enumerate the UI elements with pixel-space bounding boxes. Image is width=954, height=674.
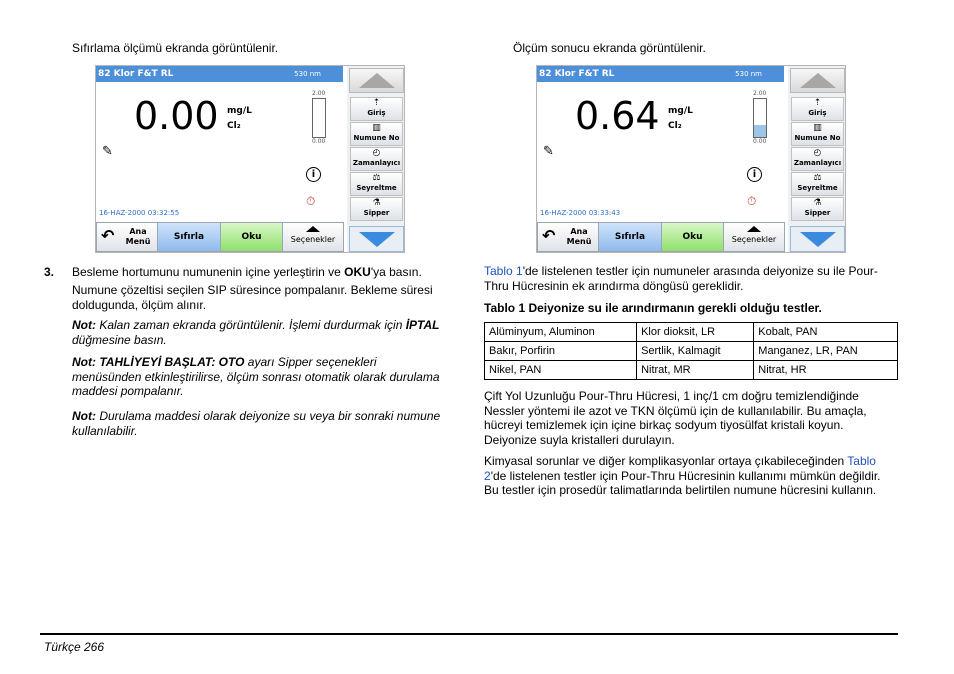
note-text: Kalan zaman ekranda görüntülenir. İşlemi durdurmak için [96,318,406,332]
dilution-icon: ⚖ [372,173,381,183]
note-text: ayarı Sipper seçenekleri menüsünden etkinleştirilirse, ölçüm sonrası otomatik olarak durulama maddesi pompalanır. [72,355,440,398]
read-button[interactable]: Oku [220,222,283,252]
unit-label: mg/L [227,106,252,116]
step-text-pre: Besleme hortumunu numunenin içine yerleştirin ve [72,265,345,279]
side-button-sample-id[interactable] [791,122,844,146]
table-row [485,323,898,342]
step-number: 3. [44,265,55,279]
table-cell: Alüminyum, Aluminon [485,323,637,342]
info-icon[interactable]: i [747,167,762,182]
side-button-entry[interactable] [350,97,403,121]
footer-rule [40,633,898,635]
reading-value: 0.00 [134,94,219,138]
side-panel [788,66,845,252]
side-button-entry[interactable] [791,97,844,121]
timer-icon: ⏱ [747,194,757,208]
arrow-up-icon: ⇡ [813,98,822,108]
instrument-screen-result [536,65,846,253]
intro-paragraph [484,264,898,293]
note-label: Not: [72,409,96,423]
left-caption: Sıfırlama ölçümü ekranda görüntülenir. [72,41,279,55]
beaker-icon: ▥ [813,123,822,133]
table-row [485,342,898,361]
scroll-down-button[interactable] [349,226,404,252]
intro-text: 'de listelenen testler için numuneler arasında deiyonize su ile Pour-Thru Hücresinin ek arındırma döngüsü gereklidir. [484,264,878,293]
home-button[interactable] [96,222,158,252]
wavelength: 530 nm [294,70,321,78]
zero-button[interactable]: Sıfırla [598,222,662,252]
zero-button[interactable]: Sıfırla [157,222,221,252]
side-label: Numune No [353,134,400,142]
timestamp: 16-HAZ-2000 03:32:55 [99,209,180,217]
program-title: 82 Klor F&T RL [539,69,615,79]
sipper-icon: ⚗ [372,198,381,208]
bar-max: 2.00 [312,90,326,97]
table-cell: Bakır, Porfirin [485,342,637,361]
side-label: Seyreltme [797,184,838,192]
scroll-up-button[interactable] [790,68,845,93]
edit-icon[interactable]: ✎ [543,144,554,159]
home-label: Ana Menü [125,227,151,246]
side-label: Giriş [808,109,827,117]
table-2-link[interactable]: Tablo 2 [484,454,876,483]
screen-footer [537,222,784,252]
side-label: Numune No [794,134,841,142]
page-footer: Türkçe 266 [44,640,105,654]
clock-icon: ◴ [372,148,381,158]
screen-title-bar [96,66,343,82]
beaker-icon: ▥ [372,123,381,133]
options-button[interactable] [282,222,344,252]
side-button-sample-id[interactable] [350,122,403,146]
level-bar-fill [754,125,766,137]
side-button-sipper[interactable] [791,197,844,221]
table-title: Tablo 1 Deiyonize su ile arındırmanın gerekli olduğu testler. [484,301,822,315]
home-label: Ana Menü [566,227,592,246]
table-cell: Manganez, LR, PAN [754,342,898,361]
step-text [72,265,452,280]
note-label: Not: TAHLİYEYİ BAŞLAT: OTO [72,355,245,369]
reading-unit [668,104,693,134]
species-label: Cl₂ [227,121,241,131]
clock-icon: ◴ [813,148,822,158]
options-button[interactable] [723,222,785,252]
instrument-screen-zero [95,65,405,253]
species-label: Cl₂ [668,121,682,131]
table-row [485,361,898,380]
timestamp: 16-HAZ-2000 03:33:43 [540,209,621,217]
side-button-sipper[interactable] [350,197,403,221]
side-label: Zamanlayıcı [352,159,401,167]
note-3 [72,409,442,438]
up-triangle-icon [747,226,761,232]
screen-footer [96,222,343,252]
sipper-icon: ⚗ [813,198,822,208]
note-tail: düğmesine basın. [72,332,167,347]
up-triangle-icon [306,226,320,232]
side-label: Seyreltme [356,184,397,192]
scroll-up-button[interactable] [349,68,404,93]
bar-min: 0.00 [312,138,326,145]
dilution-icon: ⚖ [813,173,822,183]
side-label: Sipper [804,209,831,217]
table-cell: Nitrat, HR [754,361,898,380]
step-text-bold: OKU [344,265,371,279]
timer-icon: ⏱ [306,194,316,208]
options-label: Seçenekler [290,235,336,244]
scroll-down-button[interactable] [790,226,845,252]
back-arrow-icon: ↶ [101,226,115,245]
table-cell: Kobalt, PAN [754,323,898,342]
back-arrow-icon: ↶ [542,226,556,245]
complications-paragraph [484,454,898,498]
right-caption: Ölçüm sonucu ekranda görüntülenir. [513,41,706,55]
level-bar [753,98,767,138]
para3-post: 'de listelenen testler için Pour-Thru Hücresinin kullanımı mümkün değildir. Bu testler için prosedür talimatlarında belirtilen numune hücresini kullanın. [484,468,881,497]
arrow-up-icon: ⇡ [372,98,381,108]
home-button[interactable] [537,222,599,252]
program-title: 82 Klor F&T RL [98,69,174,79]
options-label: Seçenekler [731,235,777,244]
note-label: Not: [72,318,96,332]
side-button-dilution[interactable] [791,172,844,196]
unit-label: mg/L [668,106,693,116]
note-bold: İPTAL [405,318,440,332]
reading-value: 0.64 [575,94,660,138]
reading-unit [227,104,252,134]
wavelength: 530 nm [735,70,762,78]
side-button-timer[interactable] [791,147,844,171]
pump-paragraph: Numune çözeltisi seçilen SIP süresince pompalanır. Bekleme süresi doldugunda, ölçüm alınır. [72,283,433,312]
info-icon[interactable]: i [306,167,321,182]
para3-pre: Kimyasal sorunlar ve diğer komplikasyonlar ortaya çıkabileceğinden [484,454,848,468]
tests-table [484,322,898,380]
side-button-dilution[interactable] [350,172,403,196]
bar-min: 0.00 [753,138,767,145]
table-cell: Nikel, PAN [485,361,637,380]
side-button-timer[interactable] [350,147,403,171]
note-2 [72,355,442,399]
bar-max: 2.00 [753,90,767,97]
level-bar [312,98,326,138]
table-1-link[interactable]: Tablo 1 [484,264,523,278]
table-cell: Klor dioksit, LR [637,323,754,342]
note-text: Durulama maddesi olarak deiyonize su veya bir sonraki numune kullanılabilir. [72,409,441,438]
screen-title-bar [537,66,784,82]
note-1 [72,318,452,347]
side-label: Sipper [363,209,390,217]
step-text-post: 'ya basın. [370,265,422,279]
side-label: Giriş [367,109,386,117]
side-panel [347,66,404,252]
nessler-paragraph: Çift Yol Uzunluğu Pour-Thru Hücresi, 1 inç/1 cm doğru temizlendiğinde Nessler yöntemi ile azot ve TKN ölçümü için de kullanılabilir. Bu amaçla, hücreyi temizlemek için içine birkaç sodyum tiyosülfat kristali koyun. Deiyonize suyla kristalleri durulayın. [484,389,867,447]
table-cell: Sertlik, Kalmagit [637,342,754,361]
table-cell: Nitrat, MR [637,361,754,380]
read-button[interactable]: Oku [661,222,724,252]
side-label: Zamanlayıcı [793,159,842,167]
edit-icon[interactable]: ✎ [102,144,113,159]
